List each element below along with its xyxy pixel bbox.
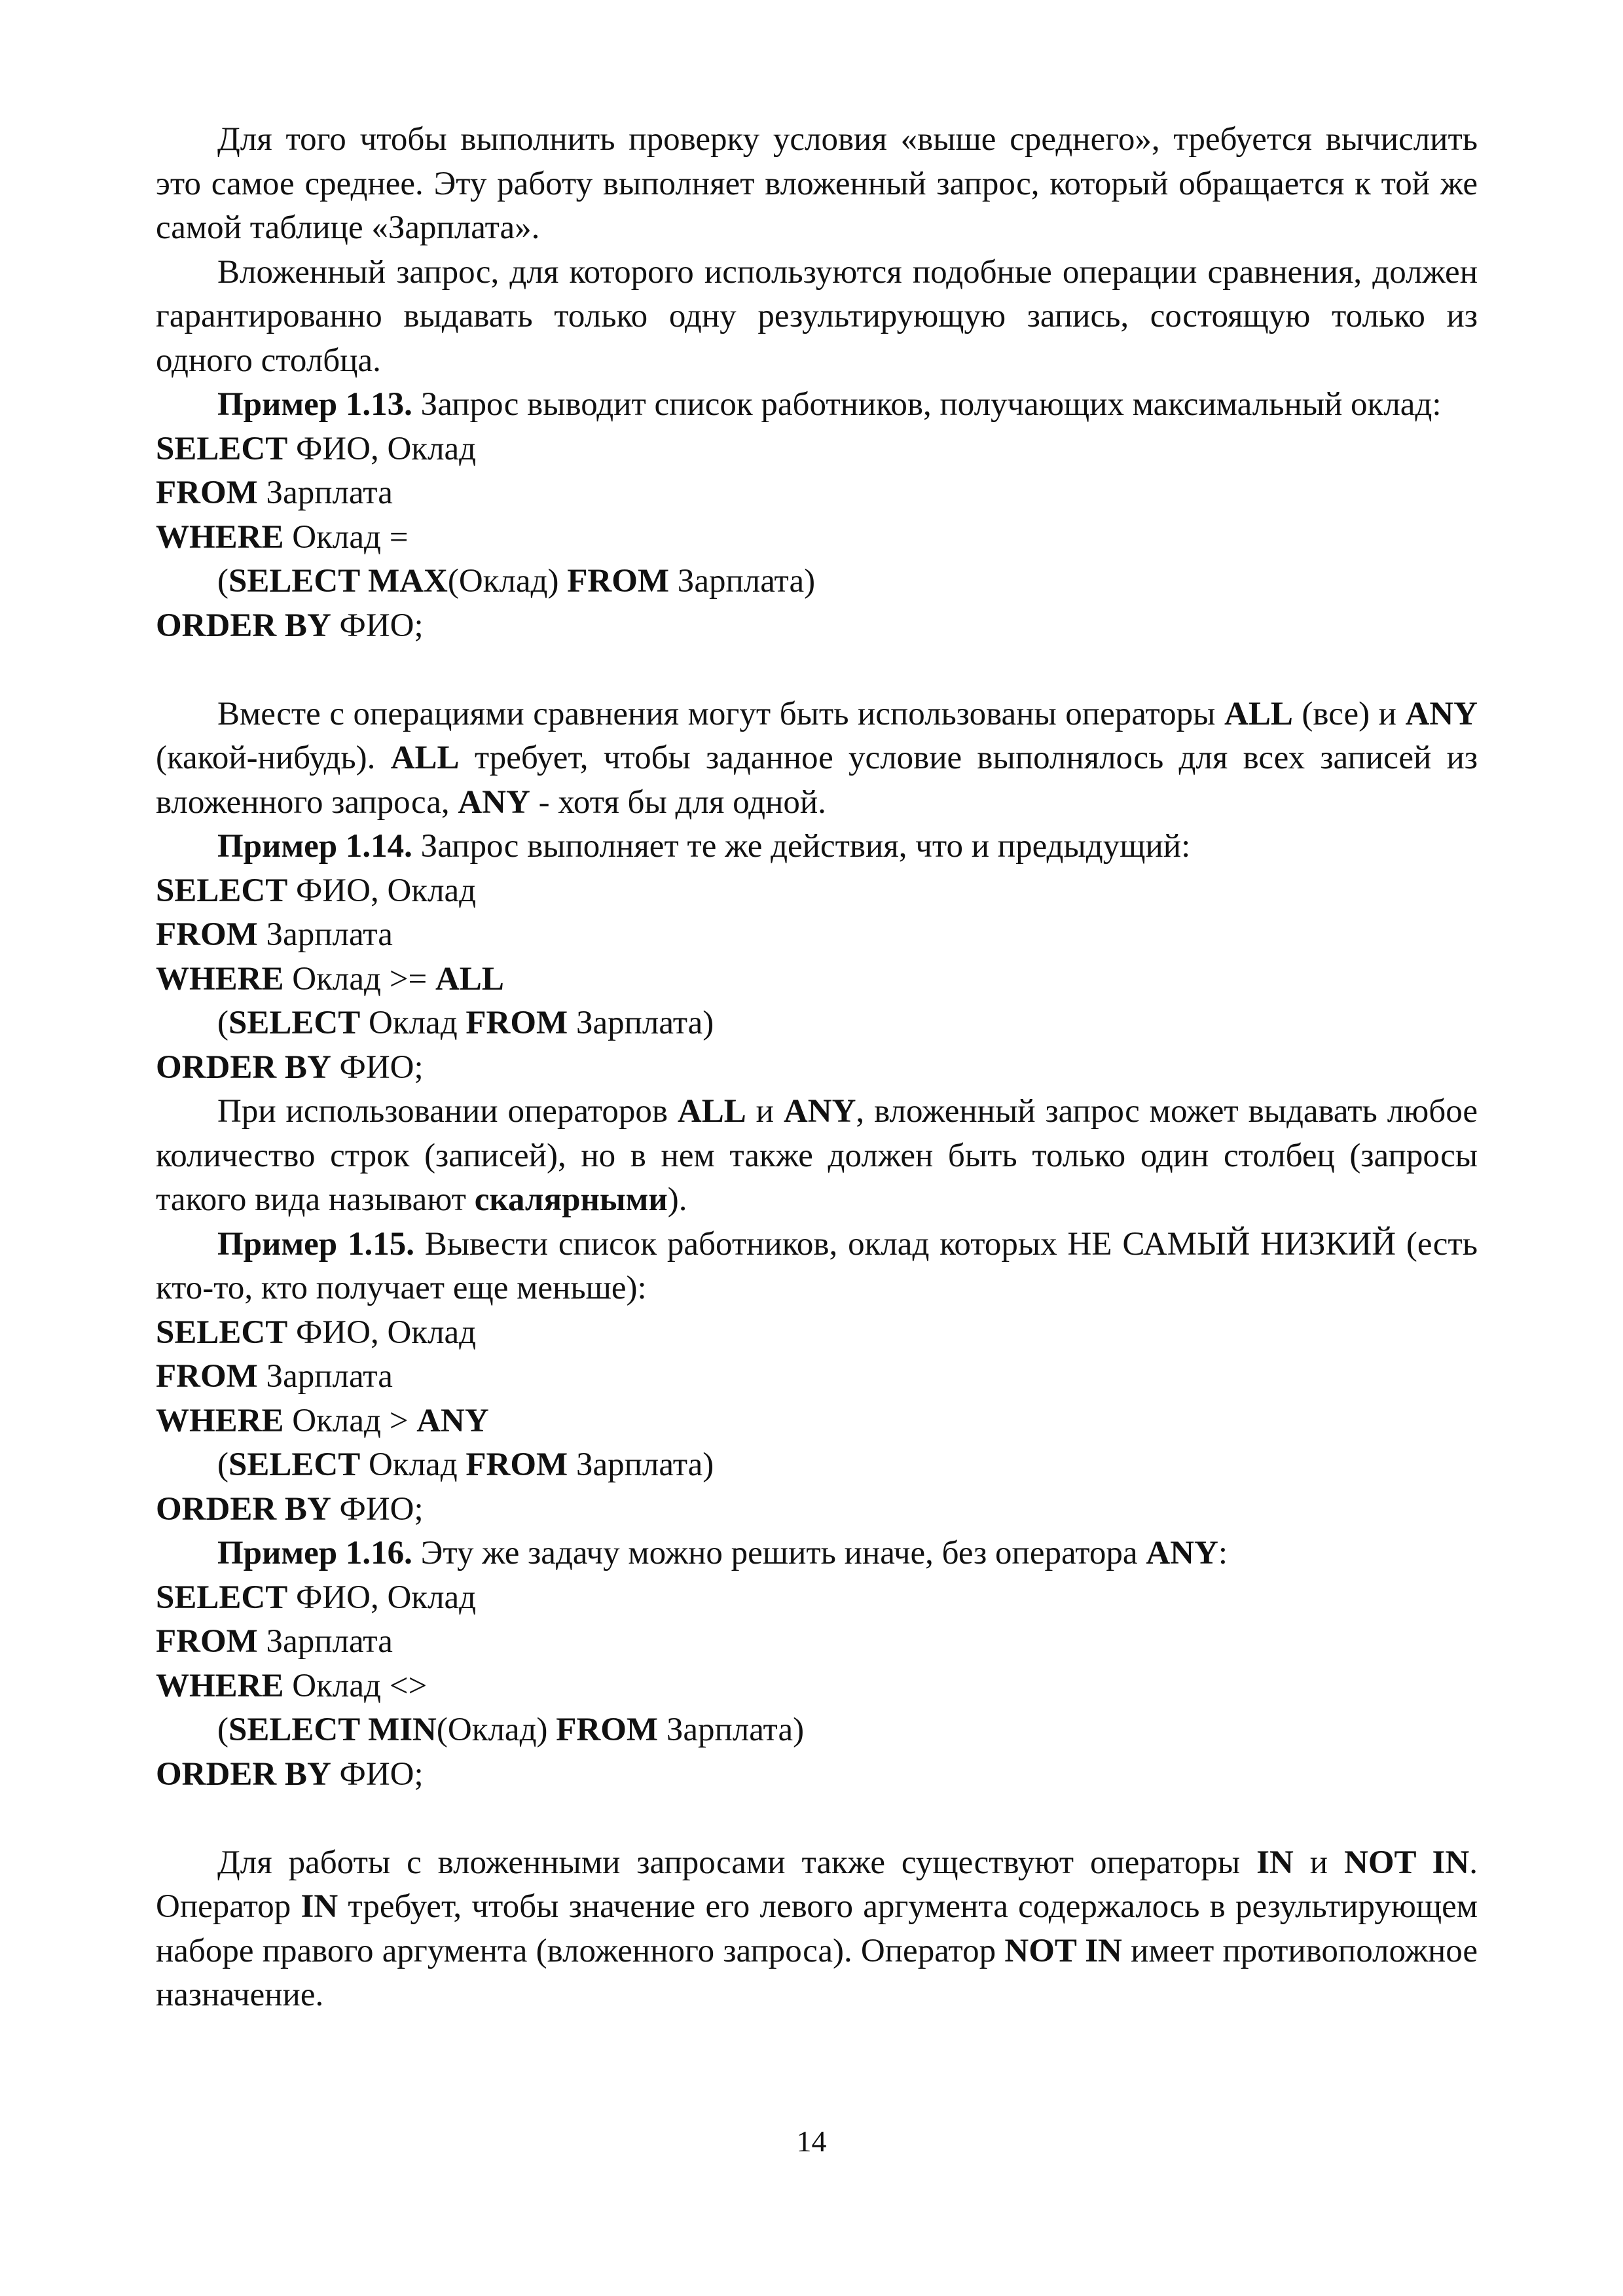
code-line	[156, 1620, 1478, 1664]
code-text: ФИО, Оклад	[287, 872, 477, 909]
paragraph-average-check: Для того чтобы выполнить проверку условия «выше среднего», требуется вычислить это самое среднее. Эту работу выполняет вложенный запрос, который обращается к той же самой таблице «Зарплата».	[156, 121, 1478, 246]
example-1-16-intro	[156, 1532, 1478, 1576]
sql-keyword: ANY	[1146, 1535, 1218, 1571]
code-text: ФИО, Оклад	[287, 1314, 477, 1351]
sql-keyword: WHERE	[156, 1667, 284, 1704]
code-line	[156, 1046, 1478, 1090]
example-1-15-intro	[156, 1223, 1478, 1311]
example-label: Пример 1.13.	[217, 386, 412, 423]
sql-keyword: SELECT	[156, 872, 288, 909]
code-text: Зарплата)	[669, 563, 816, 600]
code-text: Оклад >=	[283, 960, 435, 997]
code-line	[156, 471, 1478, 516]
code-text: (	[217, 1005, 228, 1041]
code-line	[156, 913, 1478, 958]
code-line-subquery	[156, 1443, 1478, 1488]
sql-keyword: WHERE	[156, 1402, 284, 1439]
code-block-1-16	[156, 1576, 1478, 1797]
example-label: Пример 1.15.	[217, 1225, 415, 1263]
example-text: Эту же задачу можно решить иначе, без оператора	[412, 1535, 1146, 1571]
text-run: имеет противоположное назначение.	[156, 1932, 1478, 2013]
sql-keyword: FROM	[556, 1712, 659, 1748]
code-text: (	[217, 1446, 228, 1483]
sql-keyword: ALL	[677, 1093, 746, 1130]
text-run: (все) и	[1292, 695, 1406, 732]
text-run: Вместе с операциями сравнения могут быть использованы операторы	[217, 695, 1224, 732]
sql-keyword: ORDER BY	[156, 1755, 331, 1793]
sql-keyword: FROM	[465, 1446, 568, 1483]
text-run: . Оператор	[156, 1844, 1478, 1925]
code-line	[156, 1664, 1478, 1709]
text-run: ).	[667, 1181, 687, 1218]
sql-keyword: SELECT	[156, 430, 288, 467]
code-block-1-14	[156, 869, 1478, 1090]
code-line	[156, 1488, 1478, 1532]
sql-keyword: WHERE	[156, 518, 284, 556]
text-run: (какой-нибудь).	[156, 740, 391, 776]
paragraph-all-any	[156, 692, 1478, 825]
code-line	[156, 1753, 1478, 1797]
sql-keyword: FROM	[156, 1623, 258, 1660]
code-line	[156, 516, 1478, 560]
sql-keyword: ALL	[435, 960, 504, 997]
code-line	[156, 1355, 1478, 1399]
code-text: ФИО;	[331, 1490, 424, 1528]
text-run: , вложенный запрос может выдавать любое количество строк (записей), но в нем также должен быть только один столбец (запросы такого вида называют	[156, 1093, 1478, 1218]
code-text: ФИО;	[331, 1049, 424, 1086]
paragraph-scalar-queries	[156, 1090, 1478, 1223]
sql-keyword: NOT IN	[1004, 1932, 1122, 1969]
code-text: Оклад =	[283, 518, 409, 556]
sql-keyword: FROM	[567, 563, 670, 600]
code-line	[156, 1576, 1478, 1621]
sql-keyword: SELECT	[156, 1579, 288, 1616]
code-text: Зарплата)	[658, 1712, 805, 1748]
code-text: ФИО, Оклад	[287, 1579, 477, 1616]
code-line	[156, 1311, 1478, 1355]
sql-keyword: IN	[301, 1888, 338, 1925]
sql-keyword: SELECT MAX	[228, 563, 448, 600]
code-line	[156, 604, 1478, 649]
code-text: ФИО;	[331, 1755, 424, 1793]
code-text: Зарплата)	[568, 1005, 714, 1041]
code-text: ФИО;	[331, 607, 424, 644]
example-text: Вывести список работников, оклад которых НЕ САМЫЙ НИЗКИЙ (есть кто-то, кто получает еще меньше):	[156, 1225, 1478, 1306]
example-label: Пример 1.16.	[217, 1535, 412, 1571]
sql-keyword: ANY	[783, 1093, 856, 1130]
sql-keyword: FROM	[156, 916, 258, 953]
sql-keyword: SELECT	[156, 1314, 288, 1351]
example-label: Пример 1.14.	[217, 828, 412, 865]
sql-keyword: IN	[1256, 1844, 1294, 1881]
code-line	[156, 958, 1478, 1002]
example-text: Запрос выводит список работников, получающих максимальный оклад:	[412, 386, 1442, 423]
code-text: Оклад	[360, 1446, 466, 1483]
blank-line	[156, 648, 1478, 692]
blank-line	[156, 1797, 1478, 1841]
text-run: :	[1218, 1535, 1228, 1571]
paragraph-in-not-in	[156, 1841, 1478, 2018]
sql-keyword: ALL	[390, 740, 460, 776]
sql-keyword: ORDER BY	[156, 1490, 331, 1528]
code-text: ФИО, Оклад	[287, 430, 477, 467]
sql-keyword: WHERE	[156, 960, 284, 997]
text-run: - хотя бы для одной.	[530, 783, 826, 821]
sql-keyword: ANY	[458, 783, 530, 821]
sql-keyword: NOT IN	[1344, 1844, 1470, 1881]
sql-keyword: FROM	[156, 1358, 258, 1395]
code-text: Зарплата)	[568, 1446, 714, 1483]
code-text: (Оклад)	[436, 1712, 556, 1748]
sql-keyword: SELECT	[228, 1446, 361, 1483]
sql-keyword: FROM	[465, 1005, 568, 1041]
code-text: Зарплата	[257, 916, 393, 953]
code-line-subquery	[156, 560, 1478, 604]
code-block-1-15	[156, 1311, 1478, 1532]
sql-keyword: ORDER BY	[156, 607, 331, 644]
sql-keyword: ANY	[1405, 695, 1478, 732]
sql-keyword: FROM	[156, 475, 258, 511]
text-run: и	[746, 1093, 784, 1130]
code-line-subquery	[156, 1708, 1478, 1753]
emphasized-term: скалярными	[474, 1181, 668, 1218]
code-text: (	[217, 563, 228, 600]
text-run: требует, чтобы заданное условие выполнялось для всех записей из вложенного запроса,	[156, 740, 1478, 821]
text-run: и	[1293, 1844, 1344, 1881]
sql-keyword: ALL	[1224, 695, 1293, 732]
sql-keyword: ORDER BY	[156, 1049, 331, 1086]
code-text: Оклад <>	[283, 1667, 428, 1704]
code-text: (	[217, 1712, 228, 1748]
code-text: (Оклад)	[447, 563, 568, 600]
sql-keyword: SELECT	[228, 1005, 361, 1041]
text-run: требует, чтобы значение его левого аргумента содержалось в результирующем наборе правого аргумента (вложенного запроса). Оператор	[156, 1888, 1478, 1969]
text-run: Для работы с вложенными запросами также существуют операторы	[217, 1844, 1257, 1881]
sql-keyword: SELECT MIN	[228, 1712, 437, 1748]
text-run: При использовании операторов	[217, 1093, 678, 1130]
paragraph-nested-query-rule: Вложенный запрос, для которого используются подобные операции сравнения, должен гарантированно выдавать только одну результирующую запись, состоящую только из одного столбца.	[156, 253, 1478, 379]
code-text: Зарплата	[257, 1358, 393, 1395]
code-text: Зарплата	[257, 475, 393, 511]
code-line	[156, 869, 1478, 914]
code-line-subquery	[156, 1001, 1478, 1046]
example-1-14-intro	[156, 825, 1478, 869]
code-text: Оклад	[360, 1005, 466, 1041]
code-text: Зарплата	[257, 1623, 393, 1660]
code-text: Оклад >	[283, 1402, 417, 1439]
example-text: Запрос выполняет те же действия, что и предыдущий:	[412, 828, 1191, 865]
code-block-1-13	[156, 427, 1478, 649]
example-1-13-intro	[156, 383, 1478, 427]
code-line	[156, 427, 1478, 472]
code-line	[156, 1399, 1478, 1444]
page-number: 14	[796, 2125, 827, 2158]
sql-keyword: ANY	[416, 1402, 489, 1439]
